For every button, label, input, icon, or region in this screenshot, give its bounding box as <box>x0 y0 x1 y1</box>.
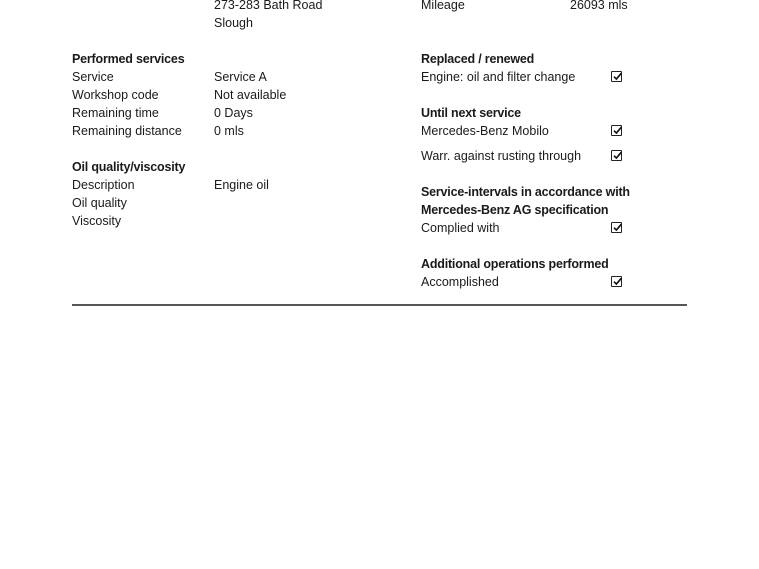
oil-filter-change-label: Engine: oil and filter change <box>421 70 576 84</box>
oil-quality-heading: Oil quality/viscosity <box>72 160 186 174</box>
additional-operations-heading: Additional operations performed <box>421 257 609 271</box>
workshop-code-value: Not available <box>214 88 287 102</box>
mobilo-label: Mercedes-Benz Mobilo <box>421 124 549 138</box>
address-line-1: 273-283 Bath Road <box>214 0 323 12</box>
oil-quality-label: Oil quality <box>72 196 127 210</box>
accomplished-checkbox[interactable] <box>611 276 622 287</box>
service-intervals-heading-line1: Service-intervals in accordance with <box>421 185 630 199</box>
rusting-warranty-label: Warr. against rusting through <box>421 149 582 163</box>
mileage-value: 26093 mls <box>570 0 628 12</box>
performed-services-heading: Performed services <box>72 52 185 66</box>
checkmark-icon <box>612 71 623 82</box>
service-intervals-heading-line2: Mercedes-Benz AG specification <box>421 203 609 217</box>
description-label: Description <box>72 178 135 192</box>
remaining-time-label: Remaining time <box>72 106 159 120</box>
replaced-renewed-heading: Replaced / renewed <box>421 52 535 66</box>
workshop-code-label: Workshop code <box>72 88 159 102</box>
complied-with-label: Complied with <box>421 221 500 235</box>
checkmark-icon <box>612 150 623 161</box>
remaining-distance-label: Remaining distance <box>72 124 182 138</box>
remaining-distance-value: 0 mls <box>214 124 244 138</box>
rusting-warranty-checkbox[interactable] <box>611 150 622 161</box>
address-line-2: Slough <box>214 16 253 30</box>
remaining-time-value: 0 Days <box>214 106 253 120</box>
description-value: Engine oil <box>214 178 269 192</box>
complied-with-checkbox[interactable] <box>611 222 622 233</box>
checkmark-icon <box>612 125 623 136</box>
mileage-label: Mileage <box>421 0 465 12</box>
until-next-service-heading: Until next service <box>421 106 521 120</box>
checkmark-icon <box>612 276 623 287</box>
viscosity-label: Viscosity <box>72 214 122 228</box>
accomplished-label: Accomplished <box>421 275 499 289</box>
service-label: Service <box>72 70 114 84</box>
service-value: Service A <box>214 70 267 84</box>
mobilo-checkbox[interactable] <box>611 125 622 136</box>
section-divider <box>72 304 687 306</box>
checkmark-icon <box>612 222 623 233</box>
oil-filter-change-checkbox[interactable] <box>611 71 622 82</box>
